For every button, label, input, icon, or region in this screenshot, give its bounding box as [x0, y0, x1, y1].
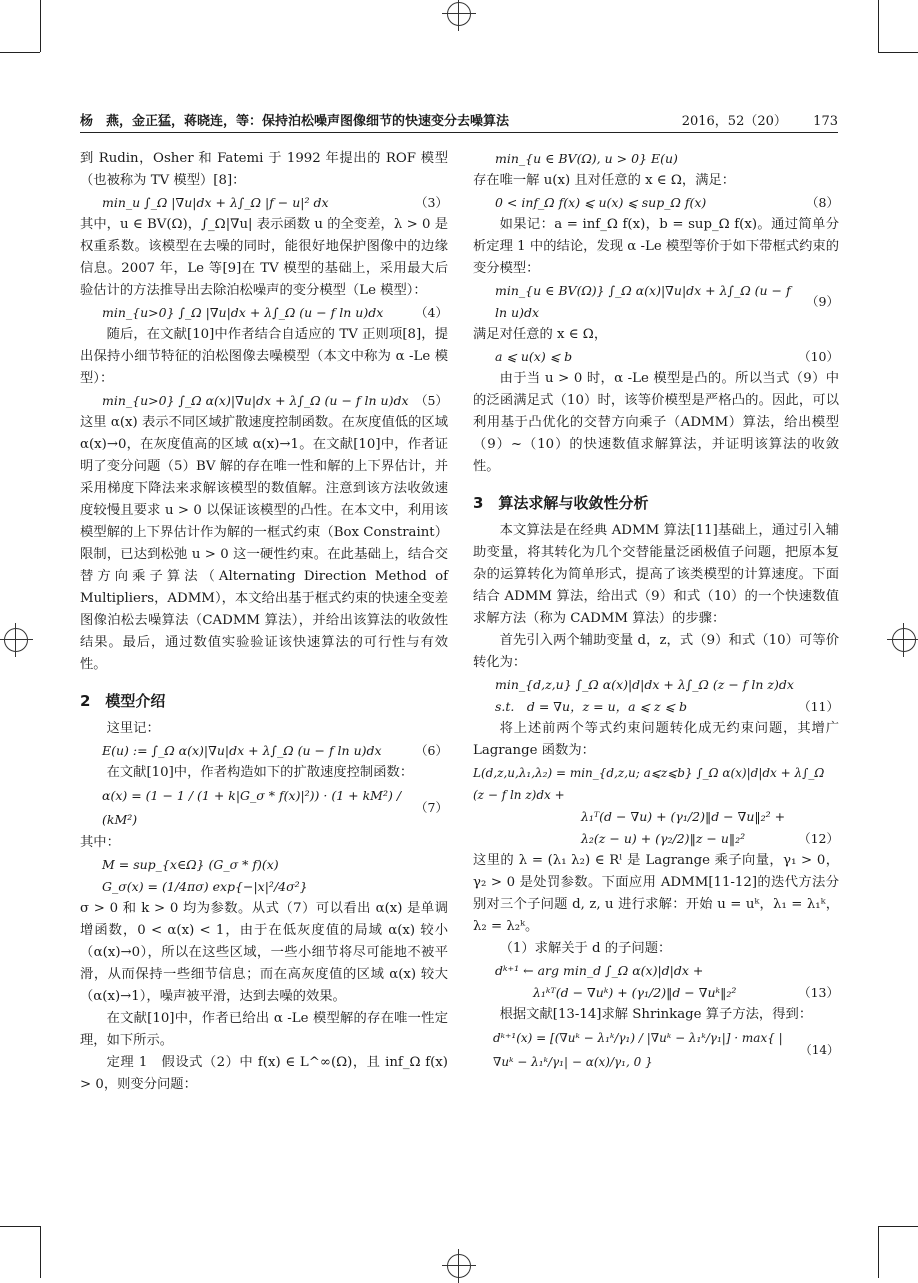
paragraph: 其中，u ∈ BV(Ω)，∫_Ω|∇u| 表示函数 u 的全变差，λ > 0 是权重系数。该模型在去噪的同时，能很好地保护图像中的边缘信息。2007 年，Le 等[9]在 TV 模型的基础上，采用最大后验估计的方法推导出去除泊松噪声的变分模型（Le 模型）：	[80, 217, 448, 298]
left-column	[80, 148, 448, 1096]
equation-12a: L(d,z,u,λ₁,λ₂) = min_{d,z,u; a⩽z⩽b} ∫_Ω α(x)|d|dx + λ∫_Ω (z − f ln z)dx +	[473, 766, 825, 802]
paragraph: 本文算法是在经典 ADMM 算法[11]基础上，通过引入辅助变量，将其转化为几个交替能量泛函极值子问题，把原本复杂的运算转化为简单形式，提高了该类模型的计算速度。下面结合 ADMM 算法，给出式（9）和式（10）的一个快速数值求解方法（称为 CADMM 算法）的步骤：	[473, 523, 839, 626]
equation-7a: M = sup_{x∈Ω} (G_σ * f)(x)	[102, 857, 279, 872]
paragraph: 其中：	[80, 835, 120, 850]
crop-mark	[40, 0, 41, 52]
equation-10: a ⩽ u(x) ⩽ b （10）	[495, 349, 839, 364]
section-heading: 2 模型介绍	[80, 692, 166, 710]
paragraph: 满足对任意的 x ∈ Ω，	[473, 327, 608, 342]
crop-mark	[0, 1226, 40, 1227]
paragraph: 在文献[10]中，作者构造如下的扩散速度控制函数：	[106, 765, 414, 780]
paragraph: 这里的 λ = (λ₁ λ₂) ∈ Rˡ 是 Lagrange 乘子向量，γ₁ > 0，γ₂ > 0 是处罚参数。下面应用 ADMM[11-12]的迭代方法分别对三个子问题 d, z, u 进行求解：开始 u = uᵏ，λ₁ = λ₁ᵏ，λ₂ = λ₂ᵏ。	[473, 853, 839, 934]
paragraph: 由于当 u > 0 时，α -Le 模型是凸的。所以当式（9）中的泛函满足式（10）时，该等价模型是严格凸的。因此，可以利用基于凸优化的交替方向乘子（ADMM）算法，给出模型（9）~（10）的快速数值求解算法，并证明该算法的收敛性。	[473, 371, 839, 474]
paragraph: 存在唯一解 u(x) 且对任意的 x ∈ Ω，满足：	[473, 173, 736, 188]
equation-4: min_{u>0} ∫_Ω |∇u|dx + λ∫_Ω (u − f ln u)dx （4）	[102, 305, 448, 320]
equation-3: min_u ∫_Ω |∇u|dx + λ∫_Ω |f − u|² dx （3）	[102, 195, 448, 210]
paragraph: （1）求解关于 d 的子问题：	[499, 941, 672, 956]
header-issue: 2016，52（20）	[681, 113, 787, 129]
equation-8: 0 < inf_Ω f(x) ⩽ u(x) ⩽ sup_Ω f(x) （8）	[495, 195, 839, 210]
paragraph: 这里 α(x) 表示不同区域扩散速度控制函数。在灰度值低的区域 α(x)→0，在灰度值高的区域 α(x)→1。在文献[10]中，作者证明了变分问题（5）BV 解的存在唯一性和解的上下界估计，并采用梯度下降法来求解该模型的数值解。注意到该方法收敛速度较慢且要求 u > 0 以保证该模型的凸性。在本文中，利用该模型解的上下界估计作为解的一框式约束（Box Constraint）限制，已达到松弛 u > 0 这一硬性约束。在此基础上，结合交替方向乘子算法（Alternating Direction Method of Multipliers，ADMM），本文给出基于框式约束的快速全变差图像泊松去噪算法（CADMM 算法），并给出该算法的收敛性结果。最后，通过数值实验验证该快速算法的可行性与有效性。	[80, 415, 448, 672]
paragraph: 首先引入两个辅助变量 d，z，式（9）和式（10）可等价转化为：	[473, 633, 839, 670]
right-column	[473, 148, 839, 1074]
registration-mark-left	[4, 628, 28, 652]
equation-11a: min_{d,z,u} ∫_Ω α(x)|d|dx + λ∫_Ω (z − f ln z)dx	[495, 677, 794, 692]
paragraph: 根据文献[13-14]求解 Shrinkage 算子方法，得到：	[499, 1007, 813, 1022]
paragraph: σ > 0 和 k > 0 均为参数。从式（7）可以看出 α(x) 是单调增函数，0 < α(x) < 1，由于在低灰度值的局域 α(x) 较小（α(x)→0），所以在这些区域，一些小细节将尽可能地不被平滑，从而保持一些细节信息；而在高灰度值的区域 α(x) 较大（α(x)→1），噪声被平滑，达到去噪的效果。	[80, 901, 448, 1004]
crop-mark	[878, 1226, 918, 1227]
section-heading: 3 算法求解与收敛性分析	[473, 494, 649, 512]
paragraph: 随后，在文献[10]中作者结合自适应的 TV 正则项[8]，提出保持小细节特征的泊松图像去噪模型（本文中称为 α -Le 模型）：	[80, 327, 448, 386]
registration-mark-bottom	[447, 1254, 471, 1278]
equation-6: E(u) := ∫_Ω α(x)|∇u|dx + λ∫_Ω (u − f ln u)dx （6）	[102, 743, 448, 758]
crop-mark	[0, 52, 40, 53]
paragraph: 在文献[10]中，作者已给出 α -Le 模型解的存在唯一性定理，如下所示。	[80, 1011, 448, 1048]
header-title: 杨 燕，金正猛，蒋晓连，等：保持泊松噪声图像细节的快速变分去噪算法	[80, 113, 510, 129]
running-header	[80, 108, 838, 130]
equation-11b: s.t. d = ∇u，z = u，a ⩽ z ⩽ b （11）	[495, 699, 839, 714]
equation-7: α(x) = (1 − 1 / (1 + k|G_σ * f(x)|²)) · (1 + kM²) / (kM²) （7）	[102, 788, 448, 827]
crop-mark	[878, 1226, 879, 1278]
registration-mark-top	[447, 2, 471, 26]
equation-9: min_{u ∈ BV(Ω)} ∫_Ω α(x)|∇u|dx + λ∫_Ω (u − f ln u)dx （9）	[495, 283, 839, 320]
page-number: 173	[813, 113, 838, 129]
equation-14: dᵏ⁺¹(x) = [(∇uᵏ − λ₁ᵏ/γ₁) / |∇uᵏ − λ₁ᵏ/γ₁|] · max{ |∇uᵏ − λ₁ᵏ/γ₁| − α(x)/γ₁, 0 } （14）	[493, 1031, 839, 1069]
equation-7b: G_σ(x) = (1/4πσ) exp{−|x|²/4σ²}	[102, 879, 308, 894]
equation-13b: λ₁ᵏᵀ(d − ∇uᵏ) + (γ₁/2)‖d − ∇uᵏ‖₂² （13）	[533, 985, 839, 1000]
equation-5: min_{u>0} ∫_Ω α(x)|∇u|dx + λ∫_Ω (u − f ln u)dx （5）	[102, 393, 448, 408]
theorem-1: 定理 1 假设式（2）中 f(x) ∈ L^∞(Ω)，且 inf_Ω f(x) > 0，则变分问题：	[80, 1055, 448, 1092]
registration-mark-right	[892, 628, 916, 652]
crop-mark	[878, 0, 879, 52]
paragraph: 将上述前两个等式约束问题转化成无约束问题，其增广 Lagrange 函数为：	[473, 721, 839, 758]
crop-mark	[878, 52, 918, 53]
equation-13a: dᵏ⁺¹ ← arg min_d ∫_Ω α(x)|d|dx +	[495, 963, 704, 978]
equation-12b: λ₁ᵀ(d − ∇u) + (γ₁/2)‖d − ∇u‖₂² +	[581, 809, 786, 824]
equation-12c: λ₂(z − u) + (γ₂/2)‖z − u‖₂² （12）	[581, 831, 839, 846]
paragraph: 这里记：	[106, 721, 160, 736]
crop-mark	[40, 1226, 41, 1278]
paragraph: 到 Rudin，Osher 和 Fatemi 于 1992 年提出的 ROF 模型（也被称为 TV 模型）[8]：	[80, 151, 448, 188]
equation-min-energy: min_{u ∈ BV(Ω), u > 0} E(u)	[495, 151, 678, 166]
paragraph: 如果记：a = inf_Ω f(x)，b = sup_Ω f(x)。通过简单分析定理 1 中的结论，发现 α -Le 模型等价于如下带框式约束的变分模型：	[473, 217, 839, 276]
header-rule	[80, 132, 838, 133]
